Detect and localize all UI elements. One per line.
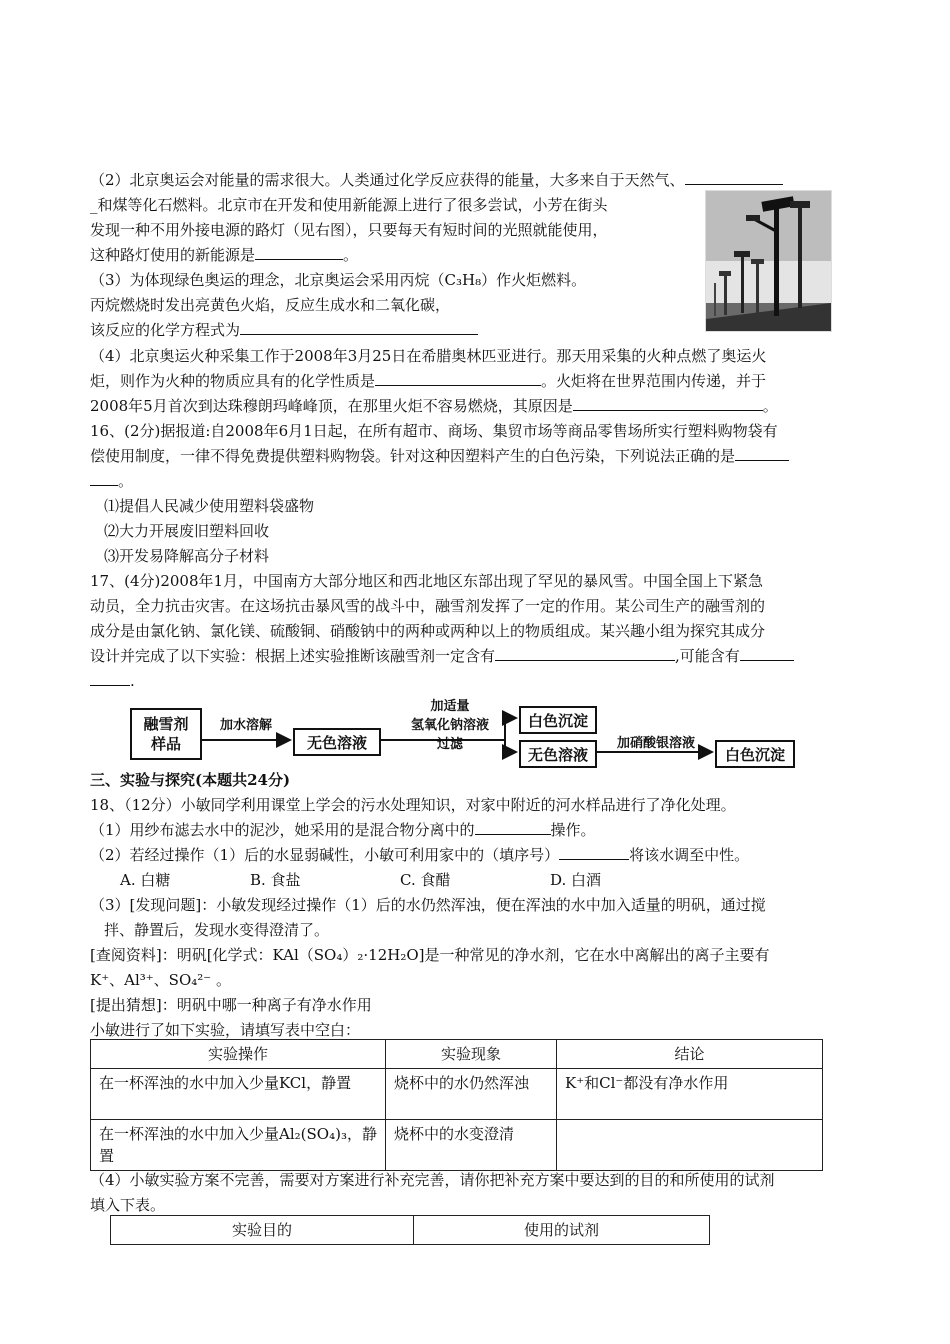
q15-part3-line1: （3）为体现绿色奥运的理念，北京奥运会采用丙烷（C₃H₈）作火炬燃料。	[90, 271, 587, 289]
flow-precipitate2-box: 白色沉淀	[715, 740, 795, 768]
q16-line2: 偿使用制度，一律不得免费提供塑料购物袋。针对这种因塑料产生的白色污染，下列说法正确的是	[90, 446, 789, 466]
table-header-row	[111, 1216, 710, 1245]
flow-step2-mid: 氢氧化钠溶液	[410, 718, 489, 733]
q18-part4-line2: 填入下表。	[90, 1196, 166, 1214]
answer-blank[interactable]	[559, 845, 629, 860]
q15-part2-line4: 这种路灯使用的新能源是 。	[90, 246, 359, 264]
q18-table-intro: 小敏进行了如下实验，请填写表中空白：	[90, 1021, 361, 1039]
flow-solution1-box: 无色溶液	[293, 728, 381, 756]
flow-step3-label: 加硝酸银溶液	[616, 736, 695, 751]
flow-precipitate1-box: 白色沉淀	[519, 706, 597, 734]
q18-line1: 18、（12分）小敏同学利用课堂上学会的污水处理知识，对家中附近的河水样品进行了净化处理。	[90, 796, 736, 814]
table-header: 结论	[557, 1040, 823, 1069]
q17-line4: 设计并完成了以下实验：根据上述实验推断该融雪剂一定含有 ,可能含有	[90, 646, 794, 666]
q18-part1: （1）用纱布滤去水中的泥沙，她采用的是混合物分离中的 操作。	[90, 821, 596, 839]
flow-step1-label: 加水溶解	[219, 718, 272, 733]
table-row	[91, 1120, 823, 1171]
table-cell: 烧杯中的水仍然浑浊	[386, 1069, 557, 1120]
q15-part3-line3: 该反应的化学方程式为	[90, 320, 478, 340]
table-cell: 烧杯中的水变澄清	[386, 1120, 557, 1171]
table-cell: 在一杯浑浊的水中加入少量KCl，静置	[91, 1069, 386, 1120]
table-header: 使用的试剂	[414, 1216, 710, 1245]
q15-part2-line3: 发现一种不用外接电源的路灯（见右图），只要每天有短时间的光照就能使用，	[90, 221, 608, 239]
q18-reference-line1: [查阅资料]：明矾[化学式：KAl（SO₄）₂·12H₂O]是一种常见的净水剂，它在水中离解出的离子主要有	[90, 946, 770, 964]
table-header: 实验现象	[386, 1040, 557, 1069]
q16-option-2: ⑵大力开展废旧塑料回收	[104, 522, 270, 540]
q17-line2: 动员，全力抗击灾害。在这场抗击暴风雪的战斗中，融雪剂发挥了一定的作用。某公司生产的融雪剂的	[90, 597, 766, 615]
table-header: 实验目的	[111, 1216, 414, 1245]
q17-line3: 成分是由氯化钠、氯化镁、硫酸铜、硝酸钠中的两种或两种以上的物质组成。某兴趣小组为探究其成分	[90, 622, 766, 640]
flow-step2-bottom: 过滤	[436, 737, 463, 752]
conclusion-answer-cell[interactable]	[557, 1120, 823, 1171]
supplement-table	[110, 1215, 710, 1245]
q15-part3-line2: 丙烷燃烧时发出亮黄色火焰，反应生成水和二氧化碳，	[90, 296, 451, 314]
q15-part4-line1: （4）北京奥运火种采集工作于2008年3月25日在希腊奥林匹亚进行。那天用采集的火种点燃了奥运火	[90, 347, 767, 365]
q18-part4-line1: （4）小敏实验方案不完善，需要对方案进行补充完善，请你把补充方案中要达到的目的和所使用的试剂	[90, 1171, 775, 1189]
flow-step2-top: 加适量	[430, 699, 470, 714]
table-row	[91, 1069, 823, 1120]
answer-blank[interactable]	[475, 820, 551, 835]
q15-part2-line1: （2）北京奥运会对能量的需求很大。人类通过化学反应获得的能量，大多来自于天然气、	[90, 170, 783, 190]
table-header: 实验操作	[91, 1040, 386, 1069]
q18-hypothesis: [提出猜想]：明矾中哪一种离子有净水作用	[90, 996, 372, 1014]
q18-part3-line1: （3）[发现问题]：小敏发现经过操作（1）后的水仍然浑浊，便在浑浊的水中加入适量的明矾，通过搅	[90, 896, 766, 914]
q17-line5: .	[90, 671, 135, 691]
q15-part2-line2: _和煤等化石燃料。北京市在开发和使用新能源上进行了很多尝试，小芳在街头	[90, 196, 608, 214]
q18-part2: （2）若经过操作（1）后的水显弱碱性，小敏可利用家中的（填序号） 将该水调至中性。	[90, 846, 750, 864]
table-cell: 在一杯浑浊的水中加入少量Al₂(SO₄)₃，静置	[91, 1120, 386, 1171]
flow-sample-box: 融雪剂 样品	[130, 708, 202, 760]
q16-line3: 。	[90, 471, 133, 491]
section-3-heading: 三、实验与探究(本题共24分)	[90, 771, 291, 789]
table-header-row	[91, 1040, 823, 1069]
flow-solution2-box: 无色溶液	[519, 740, 597, 768]
q15-part4-line2: 炬，则作为火种的物质应具有的化学性质是 。火炬将在世界范围内传递，并于	[90, 372, 767, 390]
q18-reference-line2: K⁺、Al³⁺、SO₄²⁻ 。	[90, 971, 231, 989]
table-cell: K⁺和Cl⁻都没有净水作用	[557, 1069, 823, 1120]
q18-choices: A. 白糖 B. 食盐 C. 食醋 D. 白酒	[120, 871, 602, 889]
q17-line1: 17、(4分)2008年1月，中国南方大部分地区和西北地区东部出现了罕见的暴风雪。中国全国上下紧急	[90, 572, 764, 590]
q16-option-3: ⑶开发易降解高分子材料	[104, 547, 270, 565]
q16-option-1: ⑴提倡人民减少使用塑料袋盛物	[104, 497, 315, 515]
q18-part3-line2: 拌、静置后，发现水变得澄清了。	[104, 921, 330, 939]
experiment-table	[90, 1039, 823, 1171]
q16-line1: 16、(2分)据报道:自2008年6月1日起，在所有超市、商场、集贸市场等商品零售场所实行塑料购物袋有	[90, 422, 778, 440]
q15-part4-line3: 2008年5月首次到达珠穆朗玛峰峰顶，在那里火炬不容易燃烧，其原因是 。	[90, 397, 778, 415]
